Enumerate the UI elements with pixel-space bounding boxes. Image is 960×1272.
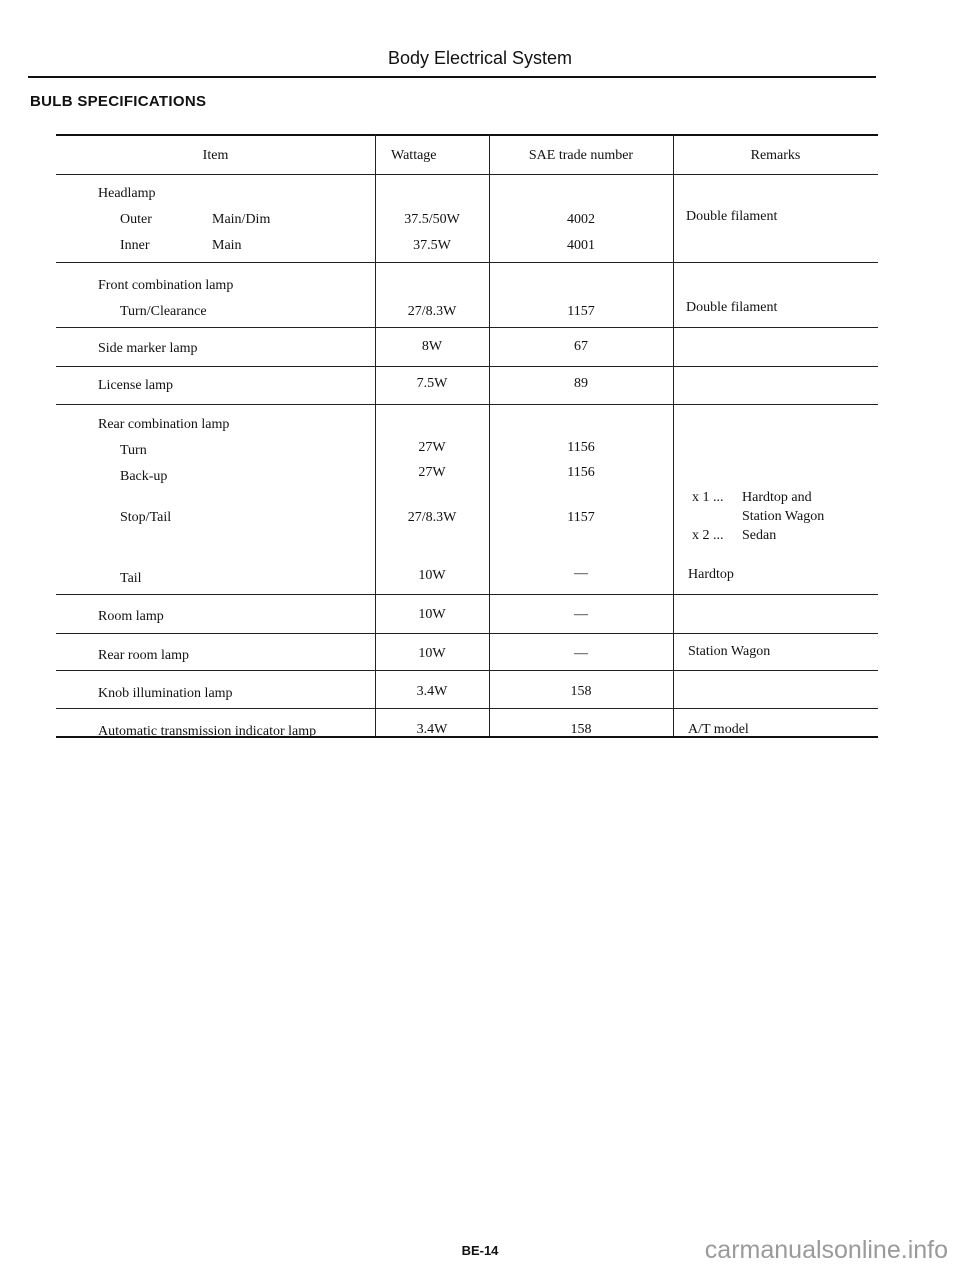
- row-headlamp-inner-wattage: 37.5W: [413, 238, 451, 253]
- row-headlamp-outer-remarks: Double filament: [686, 209, 778, 224]
- row-front-combination-sae: 1157: [567, 304, 595, 319]
- row-side-marker-wattage: 8W: [421, 339, 443, 354]
- row-rear-room-remarks: Station Wagon: [688, 644, 771, 659]
- row-license-item: License lamp: [98, 378, 174, 393]
- watermark-text: carmanualsonline.info: [704, 1236, 948, 1264]
- row-side-marker-item: Side marker lamp: [98, 341, 198, 356]
- table-bottom-rule: [56, 736, 878, 738]
- column-header-remarks: Remarks: [750, 148, 801, 163]
- page-header-title: Body Electrical System: [387, 48, 573, 68]
- row-rear-stoptail-sae: 1157: [567, 510, 595, 525]
- row-rear-tail-remarks: Hardtop: [688, 567, 734, 582]
- row-rear-room-sae: —: [574, 646, 588, 661]
- row-room-sae: —: [574, 607, 588, 622]
- row-rear-stoptail-remark2-prefix: x 2 ...: [692, 528, 724, 543]
- row-rule: [56, 594, 878, 595]
- column-header-item: Item: [202, 148, 229, 163]
- row-rule: [56, 262, 878, 263]
- row-front-combination-title: Front combination lamp: [98, 278, 234, 293]
- row-at-indicator-wattage: 3.4W: [416, 722, 448, 737]
- row-rear-stoptail-remark1-line1: Hardtop and: [742, 490, 812, 505]
- row-rear-turn-item: Turn: [120, 443, 147, 458]
- row-rear-tail-sae: —: [574, 566, 588, 581]
- bulb-spec-table: [56, 134, 878, 738]
- row-front-combination-wattage: 27/8.3W: [407, 304, 457, 319]
- column-header-wattage: Wattage: [391, 148, 437, 163]
- row-at-indicator-sae: 158: [570, 722, 592, 737]
- row-room-wattage: 10W: [418, 607, 446, 622]
- row-headlamp-inner-sae: 4001: [567, 238, 595, 253]
- row-rear-tail-wattage: 10W: [418, 568, 446, 583]
- row-knob-sae: 158: [570, 684, 592, 699]
- row-at-indicator-item: Automatic transmission indicator lamp: [98, 724, 317, 739]
- row-rear-backup-item: Back-up: [120, 469, 168, 484]
- row-rear-stoptail-wattage: 27/8.3W: [407, 510, 457, 525]
- header-rule: [28, 76, 876, 78]
- row-headlamp-outer-wattage: 37.5/50W: [404, 212, 460, 227]
- table-top-rule: [56, 134, 878, 136]
- row-front-combination-remarks: Double filament: [686, 300, 778, 315]
- row-rear-stoptail-remark1-line2: Station Wagon: [742, 509, 825, 524]
- row-front-combination-sub: Turn/Clearance: [120, 304, 207, 319]
- row-rear-stoptail-item: Stop/Tail: [120, 510, 172, 525]
- row-headlamp-inner-label: Inner: [120, 238, 150, 253]
- row-headlamp-outer-label: Outer: [120, 212, 152, 227]
- row-knob-item: Knob illumination lamp: [98, 686, 233, 701]
- row-side-marker-sae: 67: [574, 339, 588, 354]
- row-rule: [56, 404, 878, 405]
- row-rear-turn-wattage: 27W: [418, 440, 446, 455]
- row-rule: [56, 366, 878, 367]
- row-knob-wattage: 3.4W: [416, 684, 448, 699]
- row-room-item: Room lamp: [98, 609, 164, 624]
- row-rear-tail-item: Tail: [120, 571, 142, 586]
- page-number: BE-14: [461, 1243, 499, 1258]
- column-divider: [673, 134, 674, 738]
- row-license-sae: 89: [574, 376, 588, 391]
- header-rule-bottom: [56, 174, 878, 175]
- row-headlamp-outer-sub: Main/Dim: [212, 212, 271, 227]
- row-rear-backup-wattage: 27W: [418, 465, 446, 480]
- section-title: BULB SPECIFICATIONS: [30, 93, 207, 110]
- column-header-sae: SAE trade number: [528, 148, 634, 163]
- row-rear-room-wattage: 10W: [418, 646, 446, 661]
- row-at-indicator-remarks: A/T model: [688, 722, 749, 737]
- row-rear-backup-sae: 1156: [567, 465, 595, 480]
- row-rear-combination-title: Rear combination lamp: [98, 417, 230, 432]
- row-rear-stoptail-remark2: Sedan: [742, 528, 777, 543]
- row-rear-stoptail-remark1-prefix: x 1 ...: [692, 490, 724, 505]
- row-license-wattage: 7.5W: [416, 376, 448, 391]
- row-rule: [56, 327, 878, 328]
- row-rule: [56, 708, 878, 709]
- row-rule: [56, 670, 878, 671]
- row-rule: [56, 633, 878, 634]
- row-headlamp-title: Headlamp: [98, 186, 156, 201]
- row-rear-turn-sae: 1156: [567, 440, 595, 455]
- row-rear-room-item: Rear room lamp: [98, 648, 189, 663]
- row-headlamp-inner-sub: Main: [212, 238, 242, 253]
- row-headlamp-outer-sae: 4002: [567, 212, 595, 227]
